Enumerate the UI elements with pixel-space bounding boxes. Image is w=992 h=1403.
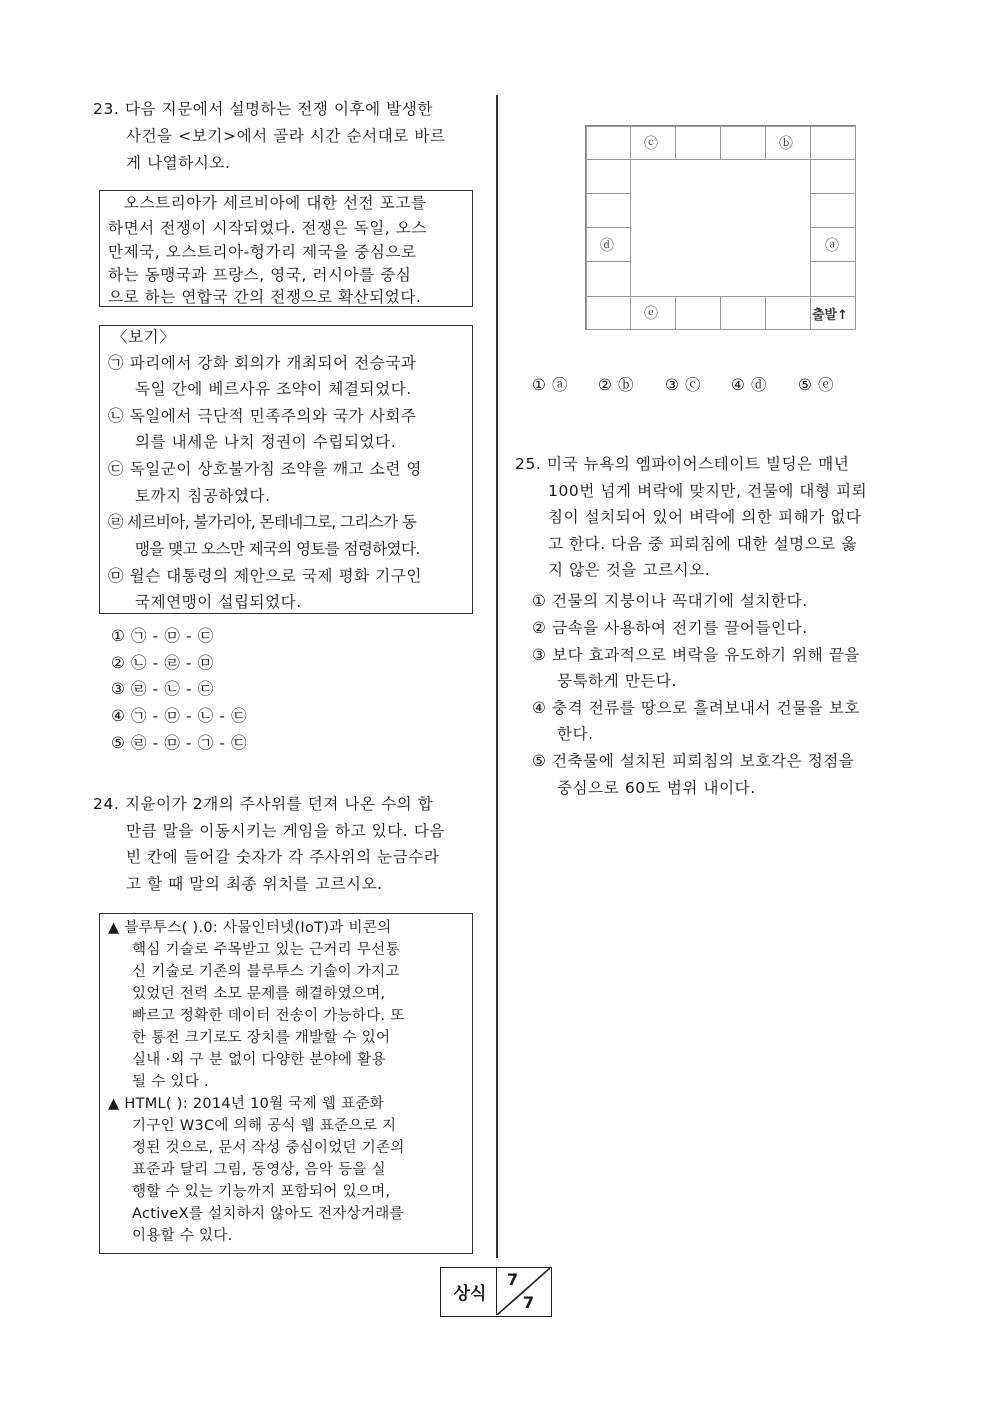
board-cell xyxy=(586,126,631,160)
board-cell xyxy=(765,296,811,330)
board-label-b: ⓑ xyxy=(779,136,793,152)
info-line: ▲ HTML( ): 2014년 10월 국제 웹 표준화 xyxy=(108,1096,385,1112)
footer-subject: 상식 xyxy=(453,1284,487,1304)
q23-option-1[interactable]: ① ㉠ - ㉤ - ㉢ xyxy=(111,627,214,645)
q23-option-2[interactable]: ② ㉡ - ㉣ - ㉤ xyxy=(111,654,214,672)
page-footer xyxy=(440,1267,552,1317)
q24-option-4[interactable]: ④ ⓓ xyxy=(731,376,768,394)
info-line: 정된 것으로, 문서 작성 중심이었던 기존의 xyxy=(132,1140,405,1156)
info-line: 신 기술로 기존의 블루투스 기술이 가지고 xyxy=(132,964,400,980)
board-cell xyxy=(675,126,721,160)
passage-line: 으로 하는 연합국 간의 전쟁으로 확산되었다. xyxy=(108,288,422,306)
q25-stem-line: 100번 넘게 벼락에 맞지만, 건물에 대형 피뢰 xyxy=(548,482,868,500)
board-label-d: ⓓ xyxy=(600,238,614,254)
info-line: 행할 수 있는 기능까지 포함되어 있으며, xyxy=(132,1184,391,1200)
board-start-label: 출발↑ xyxy=(812,308,849,323)
board-cell xyxy=(720,296,766,330)
board-cell xyxy=(586,159,631,194)
board-cell xyxy=(675,296,721,330)
board-label-a: ⓐ xyxy=(825,238,839,254)
info-line: ActiveX를 설치하지 않아도 전자상거래를 xyxy=(132,1206,404,1222)
q25-option-1[interactable]: ① 건물의 지붕이나 꼭대기에 설치한다. xyxy=(532,592,808,610)
q25-stem-line: 고 한다. 다음 중 피뢰침에 대한 설명으로 옳 xyxy=(548,535,857,553)
q24-stem-line: 만큼 말을 이동시키는 게임을 하고 있다. 다음 xyxy=(126,822,446,840)
board-label-c: ⓒ xyxy=(644,136,658,152)
q23-option-5[interactable]: ⑤ ㉣ - ㉤ - ㉠ - ㉢ xyxy=(111,734,248,752)
bogi-item: ㉠ 파리에서 강화 회의가 개최되어 전승국과 xyxy=(108,354,417,372)
q23-option-4[interactable]: ④ ㉠ - ㉤ - ㉡ - ㉢ xyxy=(111,707,248,725)
passage-line: 하면서 전쟁이 시작되었다. 전쟁은 독일, 오스 xyxy=(108,219,428,237)
info-line: 기구인 W3C에 의해 공식 웹 표준으로 지 xyxy=(132,1118,397,1134)
q25-option-5-cont: 중심으로 60도 범위 내이다. xyxy=(557,779,756,797)
board-cell xyxy=(720,126,766,160)
board-cell xyxy=(810,193,856,228)
bogi-item: ㉣ 세르비아, 불가리아, 몬테네그로, 그리스가 동 xyxy=(108,513,417,531)
footer-page: 7 xyxy=(507,1270,519,1289)
board-label-e: ⓔ xyxy=(644,306,658,322)
info-line: 한 통전 크기로도 장치를 개발할 수 있어 xyxy=(132,1030,391,1046)
q25-option-5[interactable]: ⑤ 건축물에 설치된 피뢰침의 보호각은 정점을 xyxy=(532,752,855,770)
q25-option-3-cont: 뭉툭하게 만든다. xyxy=(557,672,678,690)
info-line: ▲ 블루투스( ).0: 사물인터넷(IoT)과 비콘의 xyxy=(108,920,392,936)
q24-option-2[interactable]: ② ⓑ xyxy=(598,376,635,394)
board-cell xyxy=(810,261,856,297)
q25-option-4[interactable]: ④ 충격 전류를 땅으로 흘려보내서 건물을 보호 xyxy=(532,699,860,717)
bogi-item: ㉡ 독일에서 극단적 민족주의와 국가 사회주 xyxy=(108,407,417,425)
board-cell xyxy=(586,261,631,297)
info-line: 핵심 기술로 주목받고 있는 근거리 무선통 xyxy=(132,942,400,958)
q23-stem-line: 23. 다음 지문에서 설명하는 전쟁 이후에 발생한 xyxy=(93,100,433,118)
passage-line: 하는 동맹국과 프랑스, 영국, 러시아를 중심 xyxy=(108,266,412,284)
board-cell xyxy=(810,159,856,194)
q25-stem-line: 침이 설치되어 있어 벼락에 의한 피해가 없다 xyxy=(548,508,862,526)
info-line: 실내 ·외 구 분 없이 다양한 분야에 활용 xyxy=(132,1052,386,1068)
board-cell xyxy=(586,193,631,228)
info-line: 표준과 달리 그림, 동영상, 음악 등을 실 xyxy=(132,1162,386,1178)
q24-stem-line: 고 할 때 말의 최종 위치를 고르시오. xyxy=(126,875,383,893)
passage-line: 만제국, 오스트리아-헝가리 제국을 중심으로 xyxy=(108,243,417,261)
board-cell xyxy=(586,296,631,330)
footer-total: 7 xyxy=(523,1293,535,1312)
info-line: 있었던 전력 소모 문제를 해결하였으며, xyxy=(132,986,386,1002)
bogi-item: 독일 간에 베르사유 조약이 체결되었다. xyxy=(135,380,412,398)
q24-stem-line: 24. 지윤이가 2개의 주사위를 던져 나온 수의 합 xyxy=(93,795,434,813)
column-divider xyxy=(496,95,498,1258)
q25-option-4-cont: 한다. xyxy=(557,725,594,743)
bogi-item: ㉤ 윌슨 대통령의 제안으로 국제 평화 기구인 xyxy=(108,567,423,585)
bogi-item: ㉢ 독일군이 상호불가침 조약을 깨고 소련 영 xyxy=(108,460,423,478)
q24-option-5[interactable]: ⑤ ⓔ xyxy=(798,376,835,394)
bogi-item: 국제연맹이 설립되었다. xyxy=(135,593,302,611)
bogi-title: 〈보기〉 xyxy=(112,328,176,346)
bogi-item: 맹을 맺고 오스만 제국의 영토를 점령하였다. xyxy=(135,540,420,558)
q25-stem-line: 25. 미국 뉴욕의 엠파이어스테이트 빌딩은 매년 xyxy=(515,455,850,473)
q24-stem-line: 빈 칸에 들어갈 숫자가 각 주사위의 눈금수라 xyxy=(126,848,440,866)
info-line: 빠르고 정확한 데이터 전송이 가능하다. 또 xyxy=(132,1008,405,1024)
q25-stem-line: 지 않은 것을 고르시오. xyxy=(548,561,711,579)
q25-option-3[interactable]: ③ 보다 효과적으로 벼락을 유도하기 위해 끝을 xyxy=(532,646,860,664)
q23-option-3[interactable]: ③ ㉣ - ㉡ - ㉢ xyxy=(111,680,214,698)
q24-option-1[interactable]: ① ⓐ xyxy=(532,376,569,394)
bogi-item: 토까지 침공하였다. xyxy=(135,487,271,505)
info-line: 될 수 있다 . xyxy=(132,1074,209,1090)
q25-option-2[interactable]: ② 금속을 사용하여 전기를 끌어들인다. xyxy=(532,619,808,637)
q24-option-3[interactable]: ③ ⓒ xyxy=(665,376,702,394)
info-line: 이용할 수 있다. xyxy=(132,1228,233,1244)
q23-stem-line: 사건을 <보기>에서 골라 시간 순서대로 바르 xyxy=(126,127,446,145)
passage-line: 오스트리아가 세르비아에 대한 선전 포고를 xyxy=(124,194,427,212)
game-board xyxy=(585,125,856,330)
q23-stem-line: 게 나열하시오. xyxy=(126,154,231,172)
board-cell xyxy=(810,126,856,160)
bogi-item: 의를 내세운 나치 정권이 수립되었다. xyxy=(135,433,397,451)
